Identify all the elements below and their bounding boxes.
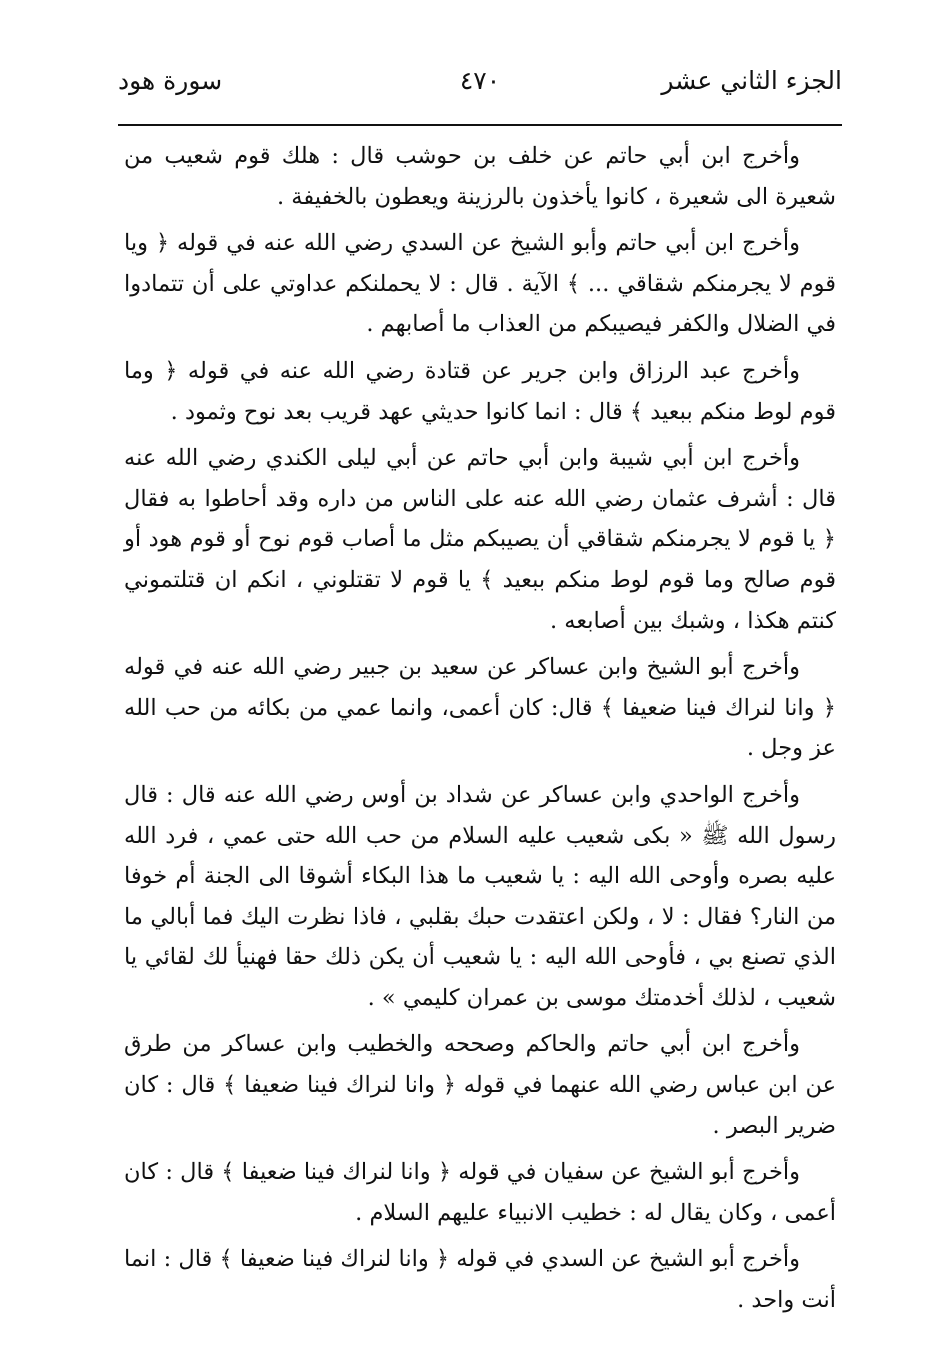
paragraph: وأخرج ابن أبي حاتم والحاكم وصححه والخطيب وابن عساكر من طرق عن ابن عباس رضي الله عنهما في قوله ﴿ وانا لنراك فينا ضعيفا ﴾ قال : كان ضرير البصر .	[124, 1031, 836, 1139]
paragraph: وأخرج أبو الشيخ عن السدي في قوله ﴿ وانا لنراك فينا ضعيفا ﴾ قال : انما أنت واحد .	[124, 1246, 836, 1314]
paragraph: وأخرج ابن أبي حاتم عن خلف بن حوشب قال : هلك قوم شعيب من شعيرة الى شعيرة ، كانوا يأخذون بالرزينة ويعطون بالخفيفة .	[124, 143, 836, 210]
paragraph: وأخرج أبو الشيخ عن سفيان في قوله ﴿ وانا لنراك فينا ضعيفا ﴾ قال : كان أعمى ، وكان يقال له : خطيب الانبياء عليهم السلام .	[124, 1159, 836, 1226]
running-head-surah: سورة هود	[118, 66, 223, 95]
paragraph: وأخرج الواحدي وابن عساكر عن شداد بن أوس رضي الله عنه قال : قال رسول الله ﷺ « بكى شعيب عليه السلام من حب الله حتى عمي ، فرد الله عليه بصره وأوحى الله اليه : يا شعيب ما هذا البكاء أشوقا الى الجنة أم خوفا من النار؟ فقال : لا ، ولكن اعتقدت حبك بقلبي ، فاذا نظرت اليك فما أبالي ما الذي تصنع بي ، فأوحى الله اليه : يا شعيب أن يكن ذلك حقا فهنيأ لك لقائي يا شعيب ، لذلك أخدمتك موسى بن عمران كليمي » .	[124, 781, 837, 1011]
running-head-part: الجزء الثاني عشر	[661, 66, 842, 95]
header-rule	[118, 124, 842, 126]
page-body	[124, 136, 836, 1327]
paragraph: وأخرج ابن أبي شيبة وابن أبي حاتم عن أبي ليلى الكندي رضي الله عنه قال : أشرف عثمان رضي الله عنه على الناس من داره وقد أحاطوا به فقال ﴿ يا قوم لا يجرمنكم شقاقي أن يصيبكم مثل ما أصاب قوم نوح أو قوم هود أو قوم صالح وما قوم لوط منكم ببعيد ﴾ يا قوم لا تقتلوني ، انكم ان قتلتموني كنتم هكذا ، وشبك بين أصابعه .	[124, 445, 836, 634]
paragraph: وأخرج أبو الشيخ وابن عساكر عن سعيد بن جبير رضي الله عنه في قوله ﴿ وانا لنراك فينا ضعيفا ﴾ قال: كان أعمى، وانما عمي من بكائه من حب الله عز وجل .	[124, 654, 836, 762]
paragraph: وأخرج ابن أبي حاتم وأبو الشيخ عن السدي رضي الله عنه في قوله ﴿ ويا قوم لا يجرمنكم شقاقي ... ﴾ الآية . قال : لا يحملنكم عداوتي على أن تتمادوا في الضلال والكفر فيصيبكم من العذاب ما أصابهم .	[124, 230, 836, 338]
page-number: ٤٧٠	[459, 66, 501, 95]
paragraph: وأخرج عبد الرزاق وابن جرير عن قتادة رضي الله عنه في قوله ﴿ وما قوم لوط منكم ببعيد ﴾ قال : انما كانوا حديثي عهد قريب بعد نوح وثمود .	[124, 357, 836, 425]
page-header	[118, 66, 842, 106]
